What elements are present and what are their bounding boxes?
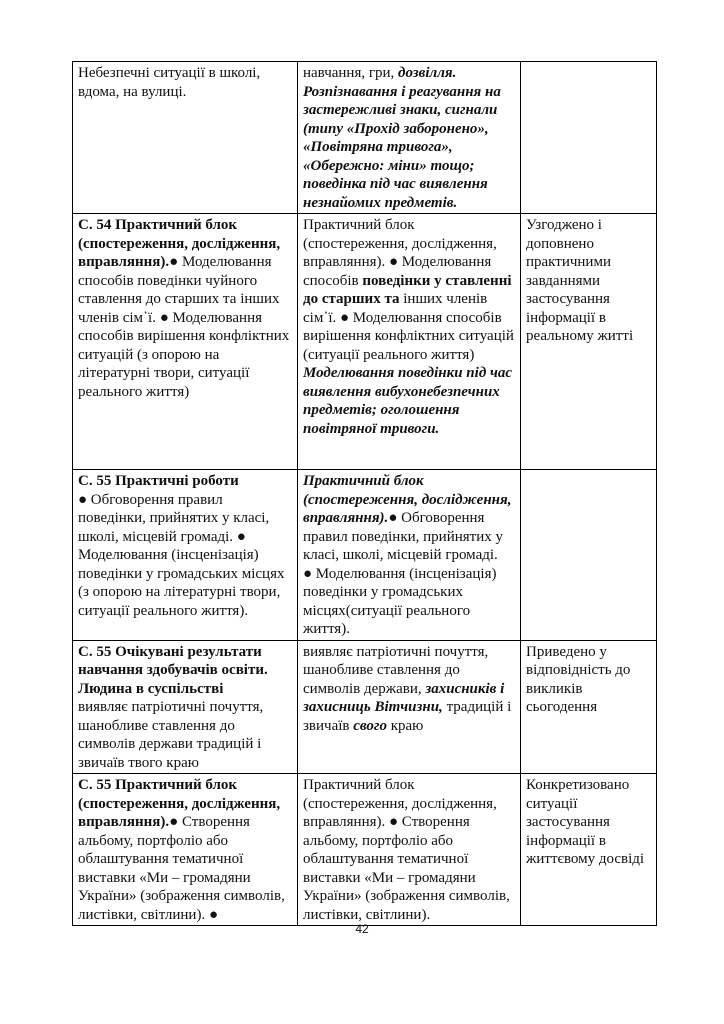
page-number: 42	[355, 922, 369, 936]
table-row	[73, 470, 657, 641]
cell-text: традицій і звичаїв	[303, 699, 512, 734]
cell-revised	[298, 470, 521, 641]
cell-heading: С. 55 Очікувані результати навчання здобувачів освіти. Людина в суспільстві	[78, 643, 268, 697]
cell-original	[73, 470, 298, 641]
cell-bold-italic-text: дозвілля.	[398, 65, 457, 81]
cell-original	[73, 640, 298, 774]
cell-text: ● Моделювання способів поведінки чуйного ставлення до старших та інших членів сім᾽ї. ● Моделювання способів вирішення конфліктних ситуацій (з опорою на літературні твори, ситуації реального життя)	[78, 254, 290, 400]
cell-comment	[521, 470, 657, 641]
cell-text: Практичний блок (спостереження, дослідження, вправляння). ● Створення альбому, портфоліо або облаштування тематичної виставки «Ми – громадяни України» (зображення символів, листівки, світлини).	[303, 777, 510, 923]
cell-revised	[298, 214, 521, 470]
cell-revised	[298, 640, 521, 774]
table-row	[73, 214, 657, 470]
cell-text: Конкретизовано ситуації застосування інформації в життєвому досвіді	[526, 777, 645, 867]
cell-text: Практичний блок (спостереження, дослідження, вправляння). ● Моделювання способів	[303, 217, 497, 289]
cell-bold-italic-text: свого	[353, 717, 387, 734]
cell-text: Узгоджено і доповнено практичними завданнями застосування інформації в реальному житті	[526, 217, 634, 344]
cell-heading: С. 55 Практичний блок (спостереження, дослідження, вправляння).	[78, 777, 281, 830]
cell-text: ● Моделювання (інсценізація) поведінки у громадських місцях(ситуації реального життя).	[303, 565, 497, 637]
cell-comment	[521, 640, 657, 774]
cell-text: Приведено у відповідність до викликів сьогодення	[526, 643, 631, 715]
cell-bold-italic-text: Моделювання поведінки під час виявлення вибухонебезпечних предметів; оголошення повітряної тривоги.	[303, 365, 513, 437]
cell-heading: С. 55 Практичні роботи	[78, 473, 239, 489]
cell-text: Небезпечні ситуації в школі, вдома, на вулиці.	[78, 65, 261, 100]
cell-text: краю	[386, 717, 424, 734]
cell-comment	[521, 774, 657, 926]
cell-text: інших членів сім᾽ї. ● Моделювання способів вирішення конфліктних ситуацій (ситуації реального життя)	[303, 291, 514, 363]
table-row	[73, 774, 657, 926]
cell-revised	[298, 62, 521, 214]
comparison-table	[72, 61, 657, 926]
cell-heading: С. 54 Практичний блок (спостереження, дослідження, вправляння).	[78, 217, 281, 270]
cell-text: ● Створення альбому, портфоліо або облаштування тематичної виставки «Ми – громадяни України» (зображення символів, листівки, світлини). ●	[78, 814, 285, 923]
cell-original	[73, 214, 298, 470]
cell-bold-italic-text: Розпізнавання і реагування на застережливі знаки, сигнали (типу «Прохід заборонено», «Повітряна тривога», «Обережно: міни» тощо; поведінка під час виявлення незнайомих предметів.	[303, 83, 501, 211]
cell-comment	[521, 62, 657, 214]
cell-comment	[521, 214, 657, 470]
cell-bold-italic-text: захисників і захисниць Вітчизни,	[303, 680, 505, 715]
cell-original	[73, 62, 298, 214]
cell-text: ● Обговорення правил поведінки, прийнятих у класі, школі, місцевій громаді.	[303, 510, 503, 563]
cell-text: виявляє патріотичні почуття, шанобливе ставлення до символів держави,	[303, 643, 489, 697]
cell-text: ● Обговорення правил поведінки, прийнятих у класі, школі, місцевій громаді. ● Моделювання (інсценізація) поведінки у громадських місцях (з опорою на літературні твори, ситуації реального життя).	[78, 491, 285, 619]
table-row	[73, 640, 657, 774]
cell-revised	[298, 774, 521, 926]
cell-original	[73, 774, 298, 926]
cell-text: навчання, гри,	[303, 65, 399, 81]
cell-bold-italic-text: Практичний блок (спостереження, дослідження, вправляння).	[303, 473, 512, 526]
table-row	[73, 62, 657, 214]
cell-bold-text: поведінки у ставленні до старших та	[303, 272, 512, 307]
cell-text: виявляє патріотичні почуття, шанобливе ставлення до символів держави традицій і звичаїв твого краю	[78, 699, 264, 771]
